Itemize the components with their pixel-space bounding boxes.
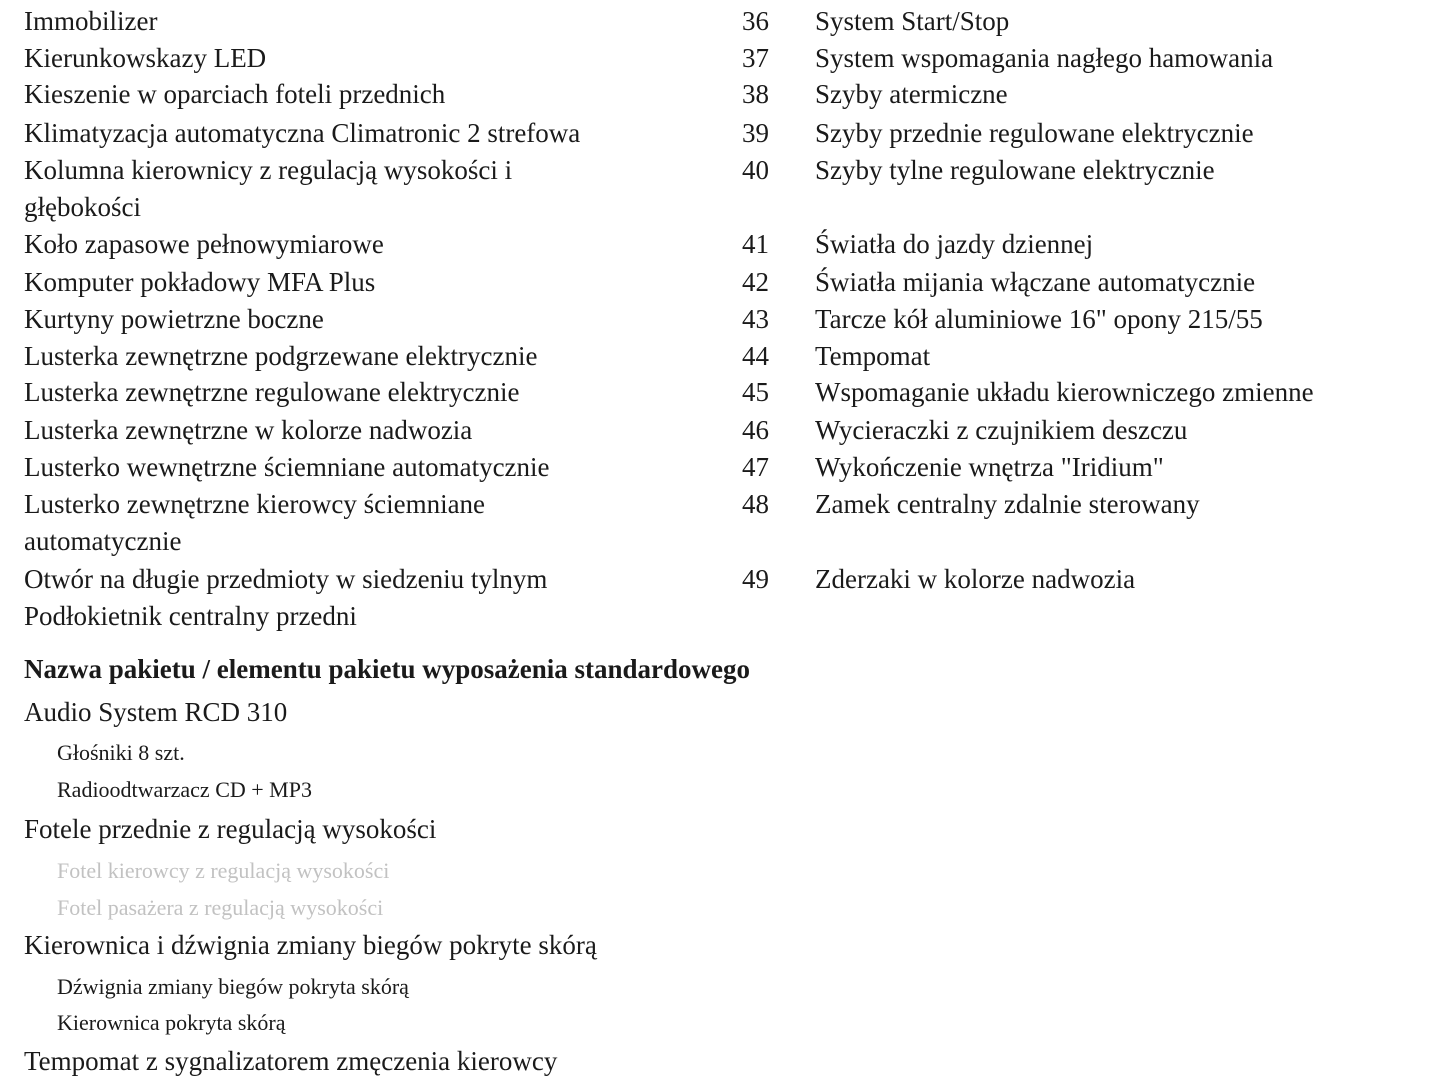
equipment-right-item: Szyby tylne regulowane elektrycznie — [815, 155, 1215, 185]
package-element: Fotel kierowcy z regulacją wysokości — [57, 858, 390, 883]
equipment-right-item: Wycieraczki z czujnikiem deszczu — [815, 415, 1188, 445]
equipment-row — [0, 412, 1440, 448]
equipment-number: 36 — [742, 6, 769, 36]
equipment-row — [0, 338, 1440, 374]
package-element: Fotel pasażera z regulacją wysokości — [57, 895, 384, 920]
package-name: Tempomat z sygnalizatorem zmęczenia kierowcy — [24, 1046, 558, 1076]
equipment-left-item: Podłokietnik centralny przedni — [24, 601, 357, 631]
equipment-number: 45 — [742, 377, 769, 407]
equipment-right-item: Zderzaki w kolorze nadwozia — [815, 564, 1136, 594]
equipment-left-item: Lusterka zewnętrzne regulowane elektrycznie — [24, 377, 520, 407]
equipment-row — [0, 3, 1440, 39]
equipment-number: 48 — [742, 489, 769, 519]
equipment-left-item: Kierunkowskazy LED — [24, 43, 267, 73]
equipment-right-item: System wspomagania nagłego hamowania — [815, 43, 1274, 73]
package-element: Radioodtwarzacz CD + MP3 — [57, 777, 312, 802]
equipment-right-item: Szyby przednie regulowane elektrycznie — [815, 118, 1254, 148]
equipment-left-item: Klimatyzacja automatyczna Climatronic 2 strefowa — [24, 118, 581, 148]
equipment-row — [0, 486, 1440, 560]
equipment-left-item: Otwór na długie przedmioty w siedzeniu tylnym — [24, 564, 548, 594]
equipment-left-item: Kieszenie w oparciach foteli przednich — [24, 79, 446, 109]
equipment-left-item: Lusterko wewnętrzne ściemniane automatycznie — [24, 452, 550, 482]
equipment-right-item: Wspomaganie układu kierowniczego zmienne — [815, 377, 1314, 407]
equipment-number: 46 — [742, 415, 769, 445]
package-section-heading: Nazwa pakietu / elementu pakietu wyposażenia standardowego — [24, 654, 751, 684]
equipment-number: 49 — [742, 564, 769, 594]
equipment-right-item: Szyby atermiczne — [815, 79, 1008, 109]
equipment-row — [0, 115, 1440, 151]
equipment-right-item: Tarcze kół aluminiowe 16" opony 215/55 — [815, 304, 1263, 334]
equipment-row — [0, 76, 1440, 112]
equipment-row — [0, 301, 1440, 337]
equipment-right-item: System Start/Stop — [815, 6, 1010, 36]
equipment-left-item: Kolumna kierownicy z regulacją wysokości i — [24, 155, 513, 185]
equipment-number: 47 — [742, 452, 769, 482]
package-element: Głośniki 8 szt. — [57, 740, 185, 765]
equipment-row — [0, 449, 1440, 485]
equipment-left-item-continued: głębokości — [24, 192, 141, 222]
equipment-row — [0, 598, 1440, 634]
equipment-row — [0, 374, 1440, 410]
equipment-row — [0, 152, 1440, 226]
equipment-number: 38 — [742, 79, 769, 109]
equipment-number: 39 — [742, 118, 769, 148]
equipment-number: 43 — [742, 304, 769, 334]
equipment-right-item: Zamek centralny zdalnie sterowany — [815, 489, 1200, 519]
equipment-left-item: Koło zapasowe pełnowymiarowe — [24, 229, 384, 259]
equipment-right-item: Wykończenie wnętrza "Iridium" — [815, 452, 1164, 482]
package-name: Audio System RCD 310 — [24, 697, 288, 727]
equipment-row — [0, 561, 1440, 597]
package-element: Kierownica pokryta skórą — [57, 1010, 286, 1035]
equipment-left-item-continued: automatycznie — [24, 526, 182, 556]
equipment-row — [0, 264, 1440, 300]
equipment-left-item: Lusterko zewnętrzne kierowcy ściemniane — [24, 489, 486, 519]
package-name: Kierownica i dźwignia zmiany biegów pokryte skórą — [24, 930, 597, 960]
equipment-right-item: Światła mijania włączane automatycznie — [815, 267, 1256, 297]
equipment-right-item: Światła do jazdy dziennej — [815, 229, 1094, 259]
package-name: Fotele przednie z regulacją wysokości — [24, 814, 437, 844]
equipment-number: 42 — [742, 267, 769, 297]
equipment-number: 41 — [742, 229, 769, 259]
equipment-left-item: Lusterka zewnętrzne podgrzewane elektrycznie — [24, 341, 538, 371]
equipment-right-item: Tempomat — [815, 341, 931, 371]
equipment-row — [0, 226, 1440, 262]
equipment-number: 44 — [742, 341, 769, 371]
equipment-left-item: Komputer pokładowy MFA Plus — [24, 267, 376, 297]
package-element: Dźwignia zmiany biegów pokryta skórą — [57, 974, 409, 999]
equipment-left-item: Lusterka zewnętrzne w kolorze nadwozia — [24, 415, 473, 445]
equipment-number: 37 — [742, 43, 769, 73]
equipment-number: 40 — [742, 155, 769, 185]
equipment-row — [0, 40, 1440, 76]
equipment-left-item: Immobilizer — [24, 6, 158, 36]
equipment-left-item: Kurtyny powietrzne boczne — [24, 304, 324, 334]
